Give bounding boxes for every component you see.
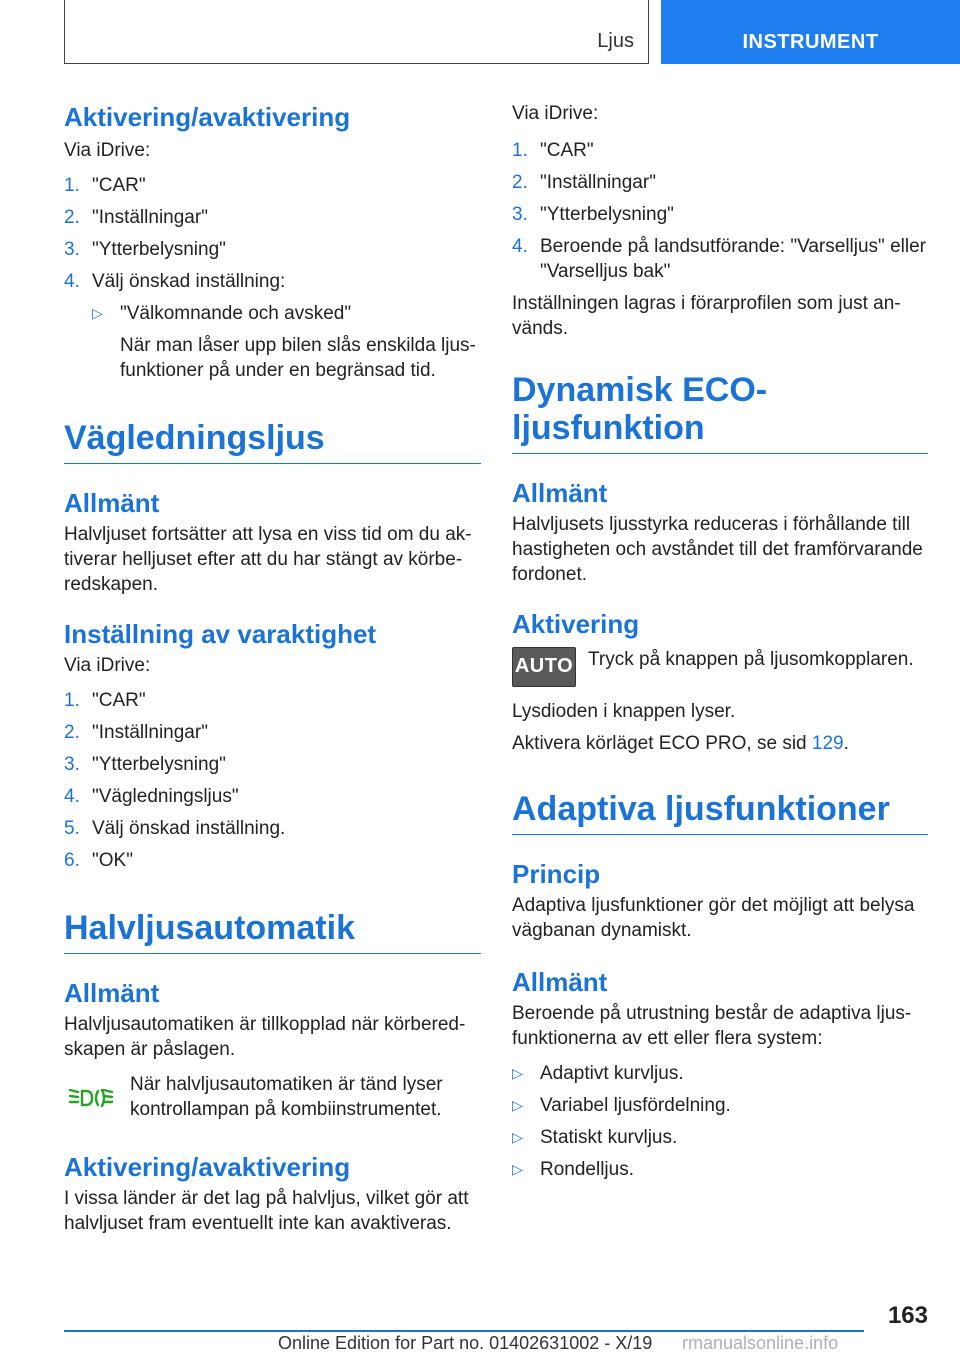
- list-item: 4. Beroende på landsutförande: "Varselljus" eller "Varselljus bak": [512, 236, 926, 282]
- triangle-bullet-icon: ▷: [512, 1065, 523, 1081]
- body-text: Beroende på utrustning består de adaptiva ljus-funktionerna av ett eller flera system:: [512, 1003, 912, 1049]
- triangle-bullet-icon: ▷: [512, 1129, 523, 1145]
- heading-allmant: Allmänt: [512, 967, 608, 997]
- triangle-bullet-icon: ▷: [512, 1097, 523, 1113]
- list-item: 1. "CAR": [64, 175, 146, 196]
- body-text: I vissa länder är det lag på halvljus, vilket gör att halvljuset fram eventuellt inte kan avaktiveras.: [64, 1188, 469, 1234]
- eco-reference: Aktivera körläget ECO PRO, se sid 129.: [512, 733, 849, 754]
- heading-aktivering: Aktivering/avaktivering: [64, 102, 351, 132]
- list-item: ▷ Rondelljus.: [512, 1159, 634, 1180]
- sub-options-list: [64, 301, 481, 326]
- list-item: ▷ Adaptivt kurvljus.: [512, 1063, 684, 1084]
- auto-button-row: [512, 647, 928, 687]
- low-beam-auto-icon: [64, 1072, 130, 1122]
- chapter-tab: INSTRUMENT: [661, 0, 960, 64]
- list-item: 4. Välj önskad inställning:: [64, 271, 286, 292]
- list-item: ▷ Variabel ljusfördelning.: [512, 1095, 731, 1116]
- list-item: 4. "Vägledningsljus": [64, 786, 239, 807]
- steps-list: [512, 138, 928, 284]
- body-text: Lysdioden i knappen lyser.: [512, 701, 736, 722]
- list-item: ▷ "Välkomnande och avsked": [92, 303, 352, 324]
- section-title: Ljus: [597, 30, 634, 52]
- indicator-row: [64, 1072, 481, 1122]
- indicator-text: När halvljusautomatiken är tänd lyser kontrollampan på kombiinstrumentet.: [130, 1074, 443, 1120]
- list-item: 6. "OK": [64, 850, 133, 871]
- list-item: ▷ Statiskt kurvljus.: [512, 1127, 678, 1148]
- list-item: 3. "Ytterbelysning": [64, 239, 226, 260]
- list-item: 1. "CAR": [512, 140, 594, 161]
- right-column: [512, 101, 928, 1182]
- intro-text: Via iDrive:: [64, 140, 151, 161]
- body-text: Adaptiva ljusfunktioner gör det möjligt att belysa vägbanan dynamiskt.: [512, 895, 915, 941]
- list-item: 2. "Inställningar": [512, 172, 656, 193]
- list-item: 5. Välj önskad inställning.: [64, 818, 286, 839]
- heading-adaptiva: Adaptiva ljusfunktioner: [512, 790, 928, 835]
- steps-list: [64, 173, 481, 294]
- heading-vagledningsljus: Vägledningsljus: [64, 419, 481, 464]
- page-number: 163: [887, 1302, 928, 1329]
- list-item: 3. "Ytterbelysning": [512, 204, 674, 225]
- body-text: Tryck på knappen på ljusomkopplaren.: [588, 649, 914, 670]
- heading-aktivering: Aktivering/avaktivering: [64, 1152, 351, 1182]
- heading-allmant: Allmänt: [64, 488, 160, 518]
- intro-text: Via iDrive:: [512, 103, 599, 124]
- body-text: Halvljusautomatiken är tillkopplad när körbered-skapen är påslagen.: [64, 1014, 466, 1060]
- triangle-bullet-icon: ▷: [92, 305, 103, 321]
- left-column: [64, 100, 481, 1236]
- list-item: 2. "Inställningar": [64, 207, 208, 228]
- heading-aktivering: Aktivering: [512, 609, 640, 639]
- header-section-box: [64, 0, 649, 64]
- heading-princip: Princip: [512, 859, 601, 889]
- body-text: Halvljusets ljusstyrka reduceras i förhållande till hastigheten och avståndet till det framförvarande fordonet.: [512, 514, 923, 585]
- heading-allmant: Allmänt: [512, 478, 608, 508]
- auto-button-icon: AUTO: [512, 647, 576, 687]
- triangle-bullet-icon: ▷: [512, 1161, 523, 1177]
- body-text: Halvljuset fortsätter att lysa en viss tid om du ak-tiverar helljuset efter att du har stängt av körbe-redskapen.: [64, 524, 472, 595]
- footer-divider: [64, 1330, 864, 1332]
- list-item: 2. "Inställningar": [64, 722, 208, 743]
- intro-text: Via iDrive:: [64, 655, 151, 676]
- list-item: 3. "Ytterbelysning": [64, 754, 226, 775]
- list-item: 1. "CAR": [64, 690, 146, 711]
- page-link[interactable]: 129: [811, 733, 844, 754]
- heading-installning: Inställning av varaktighet: [64, 619, 377, 649]
- body-text: Inställningen lagras i förarprofilen som just an-vänds.: [512, 293, 901, 339]
- heading-eco-ljusfunktion: Dynamisk ECO-ljusfunktion: [512, 371, 928, 454]
- sub-note-text: När man låser upp bilen slås enskilda ljus-funktioner på under en begränsad tid.: [120, 335, 476, 381]
- steps-list: [64, 688, 481, 873]
- heading-halvljusautomatik: Halvljusautomatik: [64, 909, 481, 954]
- systems-list: [512, 1061, 928, 1182]
- watermark-text: rmanualsonline.info: [682, 1333, 839, 1353]
- heading-allmant: Allmänt: [64, 978, 160, 1008]
- edition-text: Online Edition for Part no. 01402631002 - X/19: [278, 1333, 653, 1353]
